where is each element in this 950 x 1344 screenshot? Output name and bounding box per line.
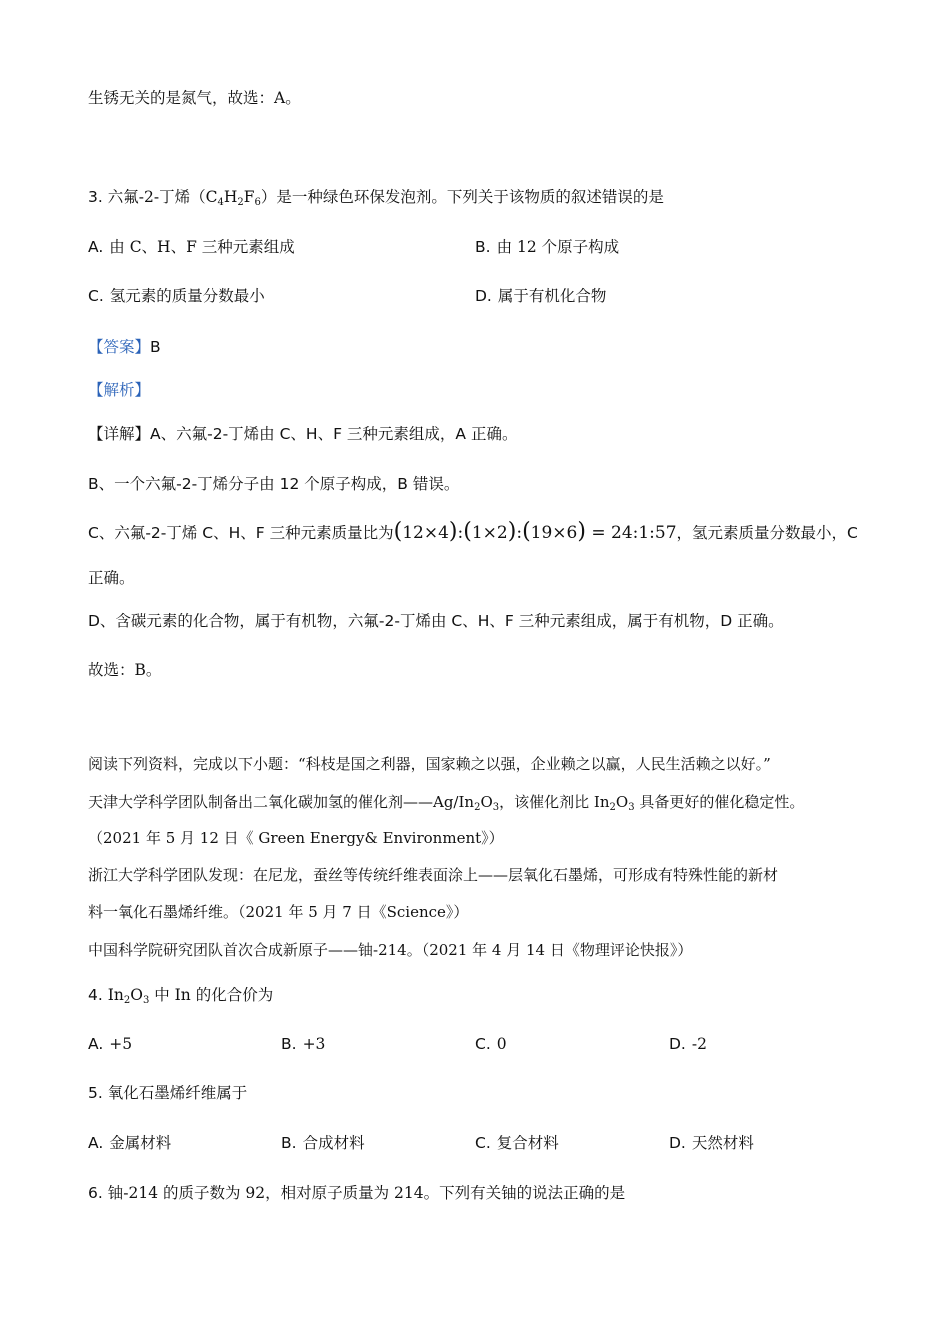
intro-line: 生锈无关的是氮气，故选：A。	[88, 89, 301, 107]
q5-option-d: D. 天然材料	[669, 1134, 754, 1152]
q3-detail-c: C、六氟-2-丁烯 C、H、F 三种元素质量比为(12×4):(1×2):(19×6) = 24:1:57，氢元素质量分数最小，C	[88, 519, 858, 544]
reading-line-4: 浙江大学科学团队发现：在尼龙，蚕丝等传统纤维表面涂上——层氧化石墨烯，可形成有特殊性能的新材	[88, 866, 779, 884]
q4-option-c: C. 0	[475, 1035, 507, 1053]
mass-ratio-formula: (12×4):(1×2):(19×6) = 24:1:57	[393, 519, 677, 544]
q3-stem: 3. 六氟-2-丁烯$(C_4H_2F_6)$是一种绿色环保发泡剂。下列关于该物质的叙述错误的是	[88, 188, 664, 208]
q3-conclusion: 故选：B。	[88, 661, 162, 679]
q4-stem: 4. $In_2O_3$ 中 In 的化合价为	[88, 986, 274, 1006]
reading-line-6: 中国科学院研究团队首次合成新原子——铀-214。（2021 年 4 月 14 日《物理评论快报》）	[88, 941, 693, 959]
q6-stem: 6. 铀-214 的质子数为 92，相对原子质量为 214。下列有关铀的说法正确的是	[88, 1184, 626, 1202]
answer-tag: 【答案】	[88, 338, 151, 356]
q5-number: 5.	[88, 1084, 103, 1102]
reading-line-3: （2021 年 5 月 12 日《 Green Energy& Environment》）	[88, 829, 504, 847]
q3-detail-a: 【详解】A、六氟-2-丁烯由 C、H、F 三种元素组成，A 正确。	[88, 425, 518, 443]
reading-line-1: 阅读下列资料，完成以下小题：“科枝是国之利器，国家赖之以强，企业赖之以赢，人民生活赖之以好。”	[88, 755, 771, 773]
q3-number: 3.	[88, 188, 103, 206]
q5-option-b: B. 合成材料	[281, 1134, 365, 1152]
q3-analysis-tag: 【解析】	[88, 381, 151, 399]
q3-option-a: A. 由 C、H、F 三种元素组成	[88, 238, 295, 256]
q3-detail-d: D、含碳元素的化合物，属于有机物，六氟-2-丁烯由 C、H、F 三种元素组成，属于有机物，D 正确。	[88, 612, 784, 630]
q3-detail-b: B、一个六氟-2-丁烯分子由 12 个原子构成，B 错误。	[88, 475, 460, 493]
q4-option-a: A. +5	[88, 1035, 133, 1053]
q3-option-c: C. 氢元素的质量分数最小	[88, 287, 265, 305]
q5-stem: 5. 氧化石墨烯纤维属于	[88, 1084, 248, 1102]
q4-option-b: B. +3	[281, 1035, 326, 1053]
answer-value: B	[150, 338, 161, 356]
q4-option-d: D. -2	[669, 1035, 707, 1053]
q3-option-d: D. 属于有机化合物	[475, 287, 607, 305]
q6-number: 6.	[88, 1184, 103, 1202]
q3-detail-c-cont: 正确。	[88, 569, 135, 587]
q3-answer	[88, 336, 161, 358]
q4-number: 4.	[88, 986, 103, 1004]
detail-tag: 【详解】	[88, 425, 151, 443]
q3-option-b: B. 由 12 个原子构成	[475, 238, 620, 256]
q5-option-a: A. 金属材料	[88, 1134, 172, 1152]
q5-option-c: C. 复合材料	[475, 1134, 559, 1152]
reading-line-5: 料一氧化石墨烯纤维。（2021 年 5 月 7 日《Science》）	[88, 903, 469, 921]
reading-line-2: 天津大学科学团队制备出二氧化碳加氢的催化剂$——Ag/In_2O_3$，该催化剂比 $In_2O_3$ 具备更好的催化稳定性。	[88, 793, 805, 813]
